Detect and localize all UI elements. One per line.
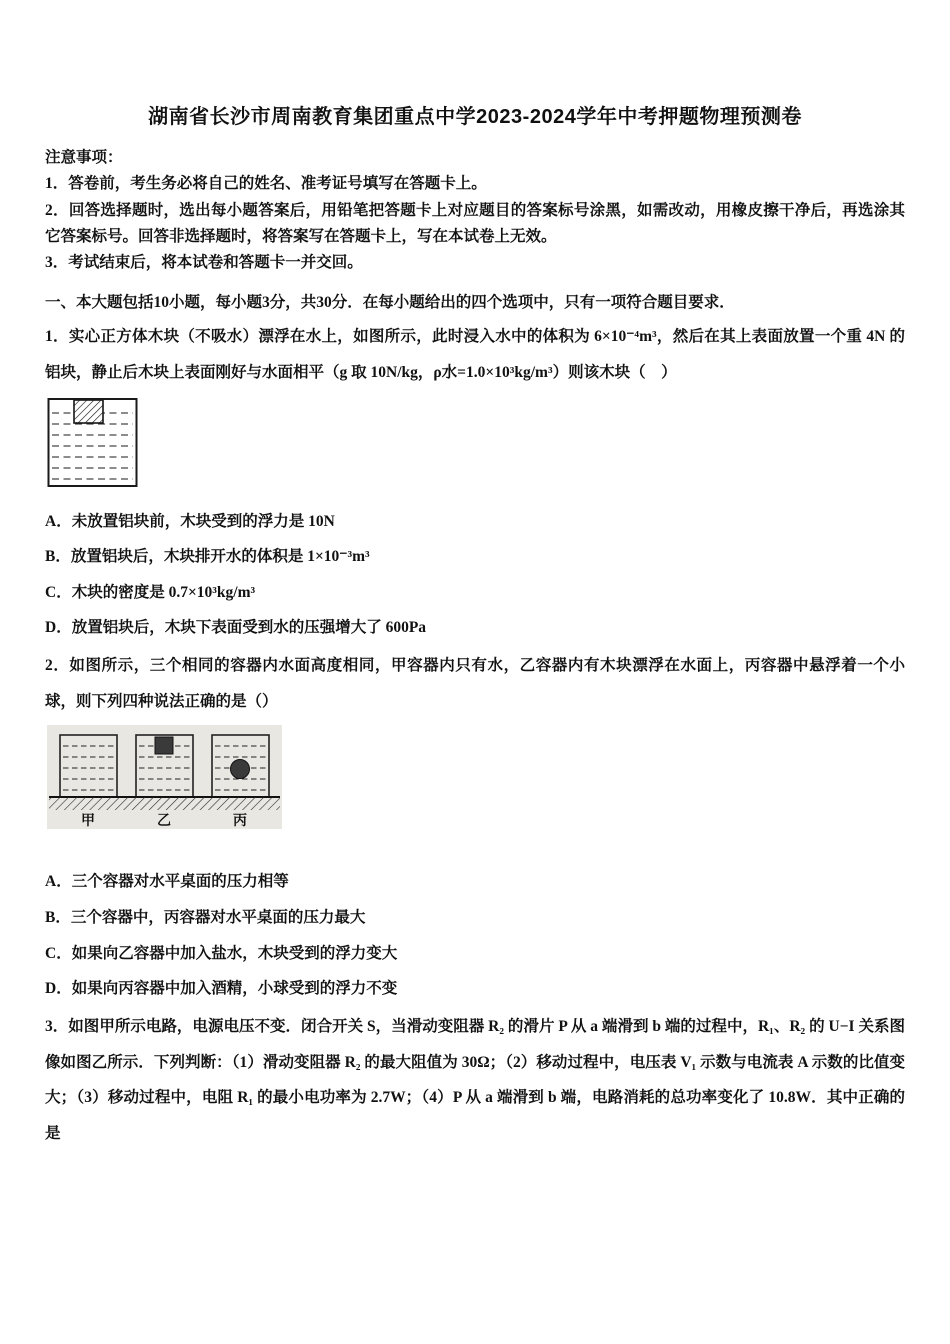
- wood-block: [74, 400, 103, 423]
- question-1-text: 1．实心正方体木块（不吸水）漂浮在水上，如图所示，此时浸入水中的体积为 6×10⁻⁴m³，然后在其上表面放置一个重 4N 的铝块，静止后木块上表面刚好与水面相平（g 取 10N/kg，ρ水=1.0×10³kg/m³）则该木块（ ）: [45, 328, 905, 381]
- section-1-heading: 一、本大题包括10小题，每小题3分，共30分．在每小题给出的四个选项中，只有一项符合题目要求．: [45, 293, 735, 311]
- question-1-option-d: D．放置铝块后，木块下表面受到水的压强增大了 600Pa: [45, 619, 427, 637]
- label-bing: 丙: [233, 814, 247, 830]
- floating-block: [155, 737, 173, 754]
- notice-item-1: 1．答卷前，考生务必将自己的姓名、准考证号填写在答题卡上。: [45, 175, 487, 193]
- floating-wood-block-figure-image: [47, 397, 139, 489]
- question-3: [45, 1009, 905, 1152]
- ground-hatching: [49, 797, 280, 810]
- notice-item-2: 2．回答选择题时，选出每小题答案后，用铅笔把答题卡上对应题目的答案标号涂黑，如需改动，用橡皮擦干净后，再选涂其它答案标号。回答非选择题时，将答案写在答题卡上，写在本试卷上无效。: [45, 201, 905, 246]
- exam-title: 湖南省长沙市周南教育集团重点中学2023-2024学年中考押题物理预测卷: [148, 106, 802, 128]
- question-2-text: 2．如图所示，三个相同的容器内水面高度相同，甲容器内只有水，乙容器内有木块漂浮在水面上，丙容器中悬浮着一个小球，则下列四种说法正确的是（）: [45, 657, 905, 710]
- notice-heading: 注意事项：: [45, 149, 123, 166]
- notice-item-3: 3．考试结束后，将本试卷和答题卡一并交回。: [45, 254, 363, 272]
- label-yi: 乙: [157, 814, 171, 830]
- label-jia: 甲: [81, 814, 95, 830]
- question-1-figure: [47, 397, 905, 494]
- question-2-option-a: A．三个容器对水平桌面的压力相等: [45, 873, 289, 891]
- question-2-option-c: C．如果向乙容器中加入盐水，木块受到的浮力变大: [45, 944, 398, 962]
- suspended-ball: [231, 760, 250, 779]
- question-3-text: 3．如图甲所示电路，电源电压不变．闭合开关 S，当滑动变阻器 R₂ 的滑片 P 从 a 端滑到 b 端的过程中，R₁、R₂ 的 U−I 关系图像如图乙所示．下列判断：（1）滑动变阻器 R₂ 的最大阻值为 30Ω；（2）移动过程中，电压表 V₁ 示数与电流表 A 示数的比值变大；（3）移动过程中，电阻 R₁ 的最小电功率为 2.7W；（4）P 从 a 端滑到 b 端，电路消耗的总功率变化了 10.8W．其中正确的是: [45, 1017, 905, 1142]
- question-1-option-c: C．木块的密度是 0.7×10³kg/m³: [45, 583, 256, 601]
- three-containers-figure-image: [47, 725, 282, 829]
- question-1: [45, 319, 905, 646]
- question-1-options: [45, 504, 905, 647]
- question-2-options: [45, 864, 905, 1007]
- question-1-option-a: A．未放置铝块前，木块受到的浮力是 10N: [45, 512, 335, 530]
- question-2: [45, 648, 905, 1007]
- question-1-option-b: B．放置铝块后，木块排开水的体积是 1×10⁻³m³: [45, 548, 370, 566]
- question-2-option-b: B．三个容器中，丙容器对水平桌面的压力最大: [45, 909, 366, 927]
- question-2-option-d: D．如果向丙容器中加入酒精，小球受到的浮力不变: [45, 980, 398, 998]
- question-2-figure: [47, 725, 905, 834]
- notice-section: [45, 145, 905, 277]
